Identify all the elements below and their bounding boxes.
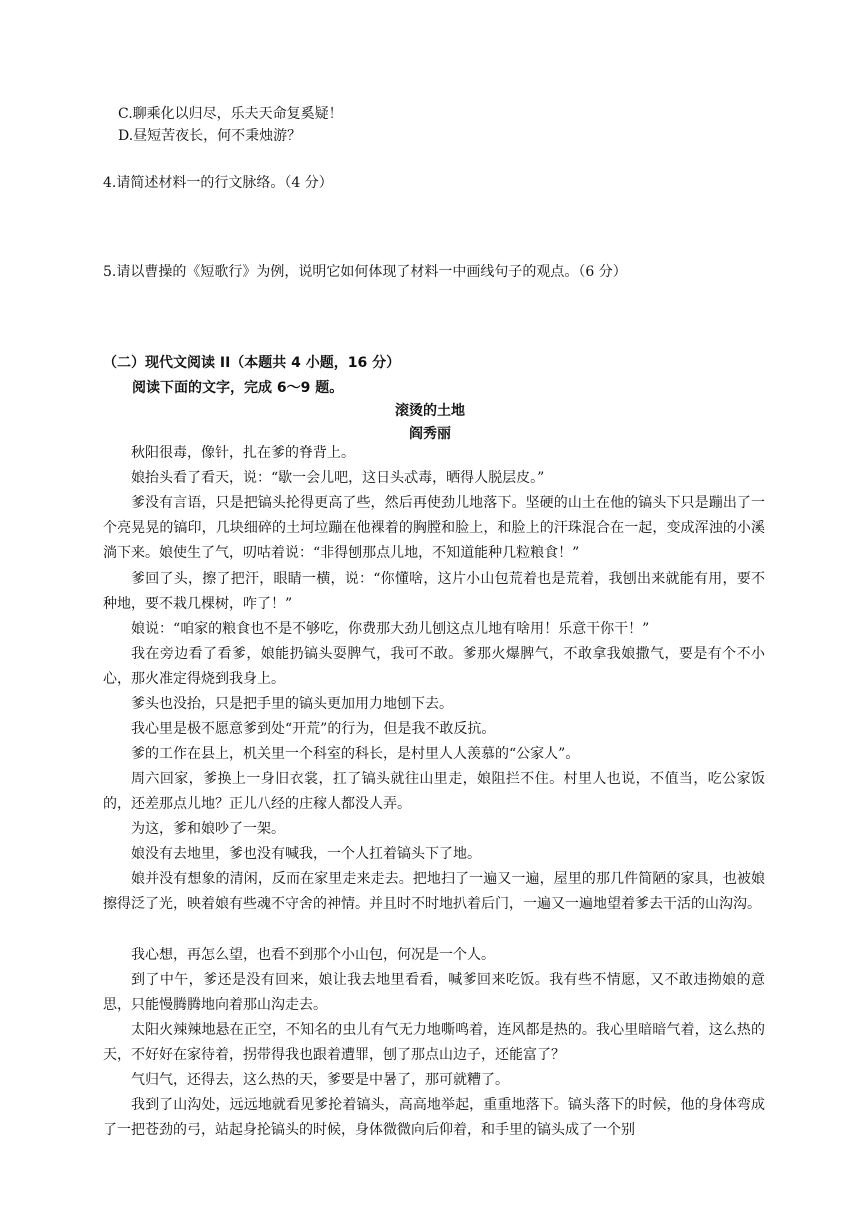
option-d: D.昼短苦夜长，何不秉烛游？ [118,128,302,144]
article-paragraph: 秋阳很毒，像针，扎在爹的脊背上。 [131,445,355,461]
section-instruction: 阅读下面的文字，完成 6～9 题。 [132,380,344,396]
article-paragraph: 爹没有言语，只是把镐头抡得更高了些，然后再使劲儿地落下。坚硬的山土在他的镐头下只是蹦出了一个亮晃晃的镐印，几块细碎的土坷垃蹦在他裸着的胸膛和脸上，和脸上的汗珠混合在一起，变成浑浊的小溪淌下来。娘使生了气，叨咕着说：“非得刨那点儿地，不知道能种几粒粮食！” [103,495,765,562]
article-paragraph: 我在旁边看了看爹，娘能扔镐头耍脾气，我可不敢。爹那火爆脾气，不敢拿我娘撒气，要是有个不小心，那火准定得烧到我身上。 [103,646,765,688]
article-paragraph: 气归气，还得去，这么热的天，爹要是中暑了，那可就糟了。 [131,1072,509,1088]
question-4: 4.请简述材料一的行文脉络。（4 分） [103,175,333,191]
article-paragraph: 娘并没有想象的清闲，反而在家里走来走去。把地扫了一遍又一遍，屋里的那几件简陋的家具，也被娘擦得泛了光，映着娘有些魂不守舍的神情。并且时不时地扒着后门，一遍又一遍地望着爹去干活的山沟沟。 [103,871,765,913]
option-c: C.聊乘化以归尽，乐夫天命复奚疑！ [118,106,343,122]
article-paragraph: 娘没有去地里，爹也没有喊我，一个人扛着镐头下了地。 [131,846,481,862]
article-paragraph: 娘抬头看了看天，说：“歇一会儿吧，这日头忒毒，晒得人脱层皮。” [131,470,545,486]
article-paragraph: 我到了山沟处，远远地就看见爹抡着镐头，高高地举起，重重地落下。镐头落下的时候，他的身体弯成了一把苍劲的弓，站起身抡镐头的时候，身体微微向后仰着，和手里的镐头成了一个别 [103,1097,765,1139]
article-paragraph: 我心想，再怎么望，也看不到那个小山包，何况是一个人。 [131,947,495,963]
article-paragraph: 周六回家，爹换上一身旧衣裳，扛了镐头就往山里走，娘阻拦不住。村里人也说，不值当，吃公家饭的，还差那点儿地？正儿八经的庄稼人都没人弄。 [103,771,765,813]
article-title: 滚烫的土地 [395,403,465,419]
article-paragraph: 太阳火辣辣地悬在正空，不知名的虫儿有气无力地嘶鸣着，连风都是热的。我心里暗暗气着，这么热的天，不好好在家待着，拐带得我也跟着遭罪，刨了那点山边子，还能富了？ [103,1022,765,1064]
article-paragraph: 爹头也没抬，只是把手里的镐头更加用力地刨下去。 [131,696,453,712]
article-paragraph: 爹回了头，擦了把汗，眼睛一横，说：“你懂啥，这片小山包荒着也是荒着，我刨出来就能有用，要不种地，要不栽几棵树，咋了！” [103,571,765,613]
article-paragraph: 为这，爹和娘吵了一架。 [131,821,285,837]
article-paragraph: 娘说：“咱家的粮食也不是不够吃，你费那大劲儿刨这点儿地有啥用！乐意干你干！” [131,621,650,637]
article-paragraph: 爹的工作在县上，机关里一个科室的科长，是村里人人羡慕的“公家人”。 [131,746,580,762]
question-5: 5.请以曹操的《短歌行》为例，说明它如何体现了材料一中画线句子的观点。（6 分） [103,264,627,280]
section-heading: （二）现代文阅读 II（本题共 4 小题，16 分） [103,355,401,371]
article-paragraph: 我心里是极不愿意爹到处“开荒”的行为，但是我不敢反抗。 [131,721,496,737]
article-author: 阎秀丽 [409,426,451,442]
article-paragraph: 到了中午，爹还是没有回来，娘让我去地里看看，喊爹回来吃饭。我有些不情愿，又不敢违拗娘的意思，只能慢腾腾地向着那山沟走去。 [103,972,765,1014]
